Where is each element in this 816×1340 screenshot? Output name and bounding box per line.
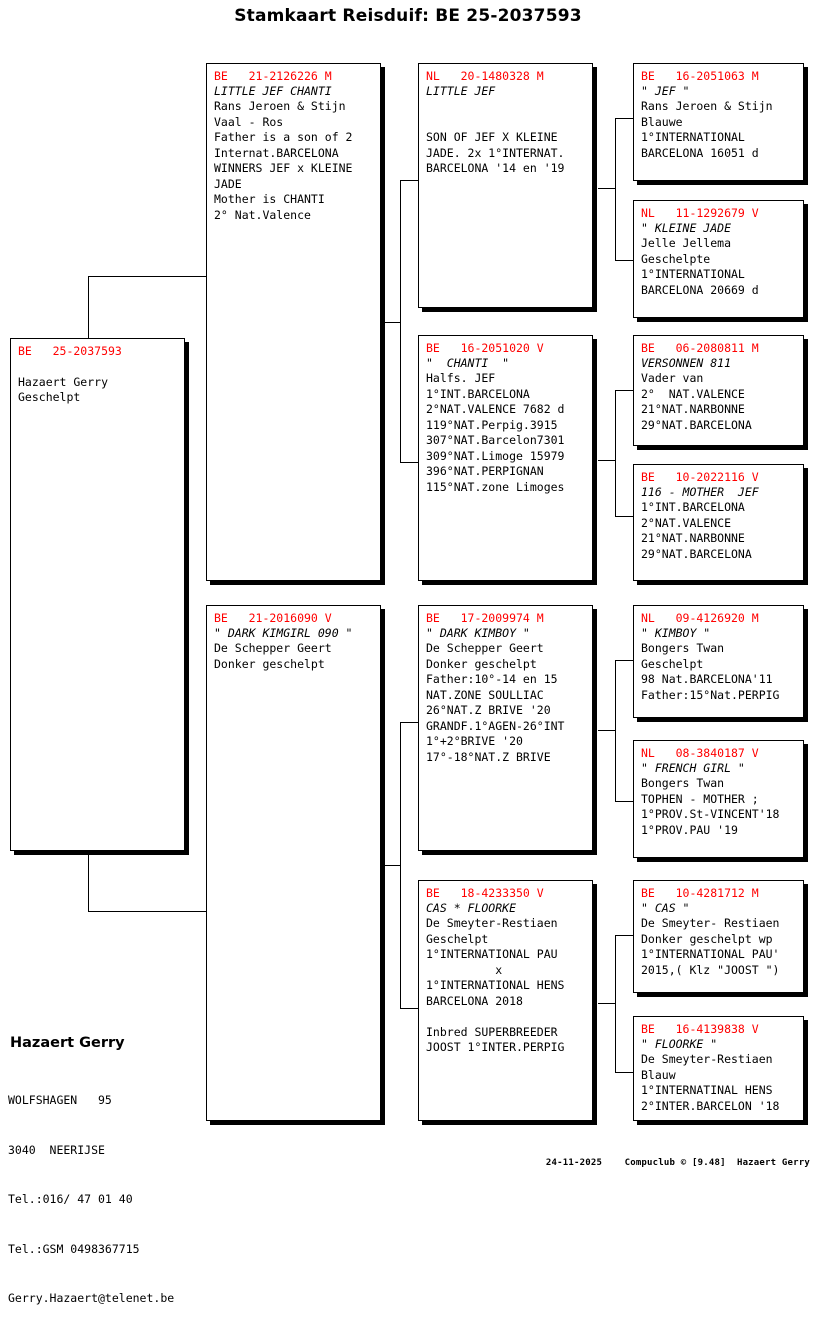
card-line: Father:15°Nat.PERPIG (641, 687, 780, 702)
connector (400, 722, 418, 723)
card-line: 1°INT.BARCELONA (641, 500, 745, 514)
pigeon-nickname: " DARK KIMGIRL 090 " (214, 626, 353, 640)
pedigree-card-gen3-2[interactable] (633, 200, 804, 318)
card-line (18, 359, 178, 375)
connector (615, 801, 633, 802)
ring-number: BE 17-2009974 M (426, 611, 544, 625)
card-line: 29°NAT.BARCELONA (641, 546, 752, 561)
card-line: Geschelpt (426, 931, 489, 946)
connector (385, 865, 401, 866)
ring-number: NL 08-3840187 V (641, 746, 759, 760)
owner-address-line: WOLFSHAGEN 95 (8, 1093, 112, 1107)
connector (615, 260, 633, 261)
ring-number: BE 10-2022116 V (641, 470, 759, 484)
card-line: TOPHEN - MOTHER ; (641, 791, 759, 806)
card-line: 21°NAT.NARBONNE (641, 531, 745, 545)
pigeon-nickname: " KIMBOY " (641, 626, 711, 640)
card-line: Father is a son of 2 (214, 130, 353, 144)
connector (615, 390, 633, 391)
card-line: 309°NAT.Limoge 15979 (426, 448, 565, 463)
card-line: Donker geschelpt (426, 656, 537, 671)
card-line: De Schepper Geert (426, 641, 544, 655)
connector (400, 462, 418, 463)
connector (615, 1072, 633, 1073)
card-line: 17°-18°NAT.Z BRIVE (426, 749, 551, 764)
card-line: GRANDF.1°AGEN-26°INT (426, 718, 565, 733)
pedigree-card-gen3-1[interactable] (633, 63, 804, 181)
card-line: Donker geschelpt (214, 656, 325, 671)
card-line: 1°PROV.PAU '19 (641, 822, 738, 837)
ring-number: BE 10-4281712 M (641, 886, 759, 900)
connector (400, 1008, 418, 1009)
pigeon-nickname: LITTLE JEF CHANTI (214, 84, 332, 98)
connector (598, 730, 616, 731)
pedigree-card-gen3-4[interactable] (633, 464, 804, 581)
card-line: JADE. 2x 1°INTERNAT. (426, 145, 565, 160)
ring-number: BE 21-2016090 V (214, 611, 332, 625)
card-line: 26°NAT.Z BRIVE '20 (426, 703, 551, 717)
pedigree-card-dam[interactable] (206, 605, 381, 1121)
pedigree-card-gen3-8[interactable] (633, 1016, 804, 1121)
pigeon-nickname: " DARK KIMBOY " (426, 626, 530, 640)
card-line: Vader van (641, 371, 704, 385)
pigeon-nickname: " FRENCH GIRL " (641, 761, 745, 775)
card-line: 307°NAT.Barcelon7301 (426, 433, 565, 447)
card-line: 1°INTERNATIONAL HENS (426, 978, 565, 992)
ring-number: NL 11-1292679 V (641, 206, 759, 220)
pigeon-nickname: " FLOORKE " (641, 1037, 718, 1051)
card-line: 21°NAT.NARBONNE (641, 402, 745, 416)
ring-number: BE 06-2080811 M (641, 341, 759, 355)
ring-number: NL 20-1480328 M (426, 69, 544, 83)
card-line: 1°INTERNATIONAL PAU' (641, 947, 780, 961)
ring-number: BE 21-2126226 M (214, 69, 332, 83)
ring-number: BE 25-2037593 (18, 344, 122, 358)
pedigree-card-gen3-6[interactable] (633, 740, 804, 858)
card-line: 2° NAT.VALENCE (641, 386, 745, 401)
card-line: Geschelpt (641, 656, 704, 671)
connector (615, 660, 633, 661)
card-line: Blauw (641, 1067, 676, 1082)
owner-address-line: 3040 NEERIJSE (8, 1142, 105, 1157)
pedigree-card-gen2-3[interactable] (418, 605, 593, 851)
card-line: 2°INTER.BARCELON '18 (641, 1098, 780, 1113)
pigeon-nickname: VERSONNEN 811 (641, 356, 732, 370)
card-line: De Smeyter-Restiaen (641, 1052, 773, 1066)
pigeon-nickname: CAS * FLOORKE (426, 901, 517, 915)
card-line: 396°NAT.PERPIGNAN (426, 464, 544, 478)
ring-number: NL 09-4126920 M (641, 611, 759, 625)
owner-email: Gerry.Hazaert@telenet.be (8, 1291, 175, 1305)
pigeon-nickname: " JEF " (641, 84, 690, 98)
ring-number: BE 16-4139838 V (641, 1022, 759, 1036)
owner-name: Hazaert Gerry (10, 1035, 125, 1051)
connector (88, 911, 206, 912)
card-line: Bongers Twan (641, 641, 725, 655)
card-line: 29°NAT.BARCELONA (641, 417, 752, 432)
card-line: Mother is CHANTI (214, 192, 325, 206)
card-line: BARCELONA 20669 d (641, 282, 759, 297)
card-line: 1°INTERNATIONAL (641, 267, 745, 281)
connector (615, 516, 633, 517)
pigeon-nickname: " CAS " (641, 901, 690, 915)
card-line: De Smeyter- Restiaen (641, 916, 780, 930)
card-line: Donker geschelpt wp (641, 931, 773, 946)
pigeon-nickname: " KLEINE JADE (641, 221, 732, 235)
card-line (426, 1009, 586, 1025)
card-line: 119°NAT.Perpig.3915 (426, 417, 558, 432)
card-line: Blauwe (641, 114, 683, 129)
card-line: 1°INTERNATIONAL (641, 130, 745, 144)
card-line: Father:10°-14 en 15 (426, 672, 558, 686)
card-line: 1°+2°BRIVE '20 (426, 734, 523, 748)
ring-number: BE 18-4233350 V (426, 886, 544, 900)
pedigree-card-gen3-3[interactable] (633, 335, 804, 446)
card-line: NAT.ZONE SOULLIAC (426, 687, 544, 702)
card-line: Geschelpt (18, 390, 81, 404)
card-line: BARCELONA 2018 (426, 993, 523, 1008)
card-line: Rans Jeroen & Stijn (641, 99, 773, 113)
pigeon-nickname: 116 - MOTHER JEF (641, 485, 759, 499)
card-line (426, 99, 586, 115)
connector (598, 188, 616, 189)
card-line: 98 Nat.BARCELONA'11 (641, 672, 773, 686)
pedigree-card-gen2-4[interactable] (418, 880, 593, 1121)
pedigree-card-sire[interactable] (206, 63, 381, 581)
footer-text: 24-11-2025 Compuclub © [9.48] Hazaert Gerry (545, 1158, 810, 1168)
card-line: JOOST 1°INTER.PERPIG (426, 1040, 565, 1054)
pedigree-card-gen2-2[interactable] (418, 335, 593, 581)
card-line: 2015,( Klz "JOOST ") (641, 962, 780, 977)
card-line: Vaal - Ros (214, 114, 284, 129)
connector (385, 322, 401, 323)
card-line: BARCELONA '14 en '19 (426, 161, 565, 175)
card-line: Geschelpte (641, 251, 711, 266)
card-line: 1°PROV.St-VINCENT'18 (641, 807, 780, 821)
connector (400, 180, 418, 181)
card-line: 115°NAT.zone Limoges (426, 479, 565, 494)
page-title: Stamkaart Reisduif: BE 25-2037593 (234, 6, 582, 26)
card-line: Inbred SUPERBREEDER (426, 1024, 558, 1039)
card-line: WINNERS JEF x KLEINE (214, 161, 353, 175)
card-line: BARCELONA 16051 d (641, 145, 759, 160)
pigeon-nickname: LITTLE JEF (426, 84, 496, 98)
connector (598, 460, 616, 461)
card-line: SON OF JEF X KLEINE (426, 130, 558, 144)
card-line (426, 115, 586, 131)
card-line: Halfs. JEF (426, 371, 496, 385)
card-line: 1°INT.BARCELONA (426, 386, 530, 401)
owner-address (8, 1059, 174, 1340)
pigeon-nickname: " CHANTI " (426, 356, 510, 370)
card-line: Rans Jeroen & Stijn (214, 99, 346, 113)
ring-number: BE 16-2051063 M (641, 69, 759, 83)
connector (400, 180, 401, 462)
card-line: Internat.BARCELONA (214, 145, 339, 160)
card-line: 2°NAT.VALENCE (641, 515, 732, 530)
connector (615, 118, 616, 260)
connector (88, 276, 206, 277)
owner-address-line: Tel.:016/ 47 01 40 (8, 1192, 133, 1206)
card-line: Jelle Jellema (641, 236, 732, 250)
card-line: JADE (214, 176, 242, 191)
card-line: 2°NAT.VALENCE 7682 d (426, 402, 565, 416)
card-line: 2° Nat.Valence (214, 207, 311, 222)
connector (615, 118, 633, 119)
connector (615, 935, 633, 936)
card-line: De Smeyter-Restiaen (426, 916, 558, 930)
connector (598, 1003, 616, 1004)
owner-address-line: Tel.:GSM 0498367715 (8, 1241, 140, 1256)
card-line: 1°INTERNATIONAL PAU (426, 947, 558, 961)
card-line: 1°INTERNATINAL HENS (641, 1083, 773, 1097)
card-line: Hazaert Gerry (18, 374, 109, 389)
pedigree-card-subject[interactable] (10, 338, 185, 851)
connector (615, 390, 616, 516)
pedigree-card-gen3-5[interactable] (633, 605, 804, 718)
pedigree-card-gen3-7[interactable] (633, 880, 804, 993)
card-line: x (426, 962, 503, 977)
pedigree-card-gen2-1[interactable] (418, 63, 593, 308)
card-line: Bongers Twan (641, 776, 725, 790)
ring-number: BE 16-2051020 V (426, 341, 544, 355)
card-line: De Schepper Geert (214, 641, 332, 655)
